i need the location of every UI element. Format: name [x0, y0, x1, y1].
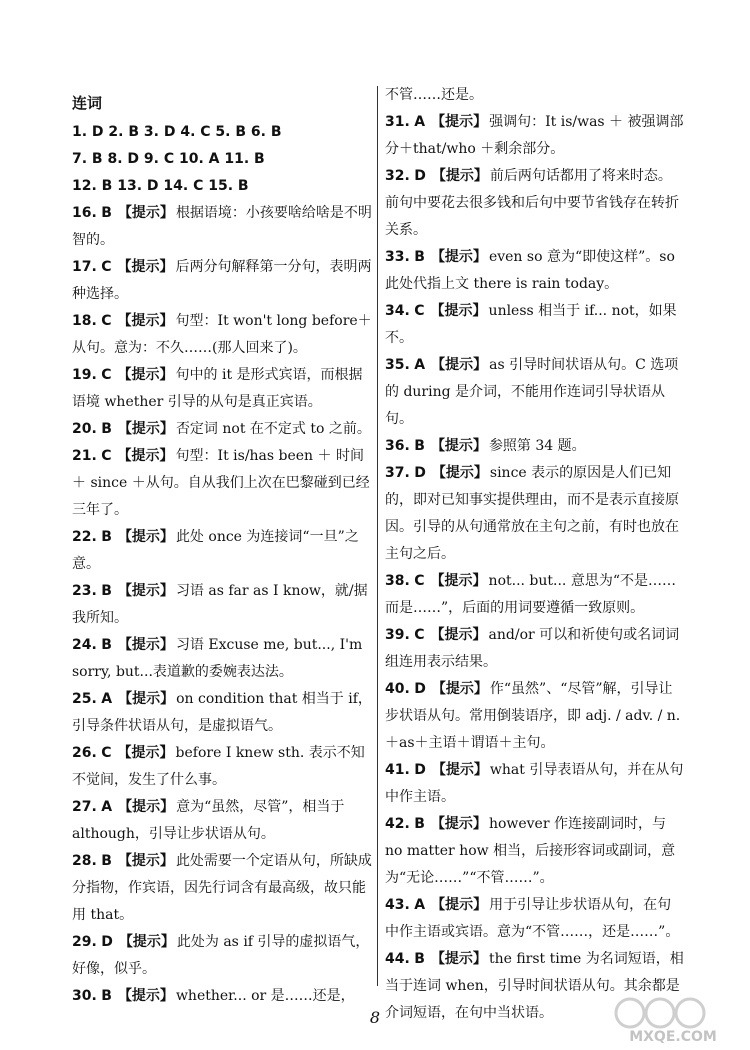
answer-letter: B	[414, 249, 425, 265]
answer-explanation: 否定词 not 在不定式 to 之前。	[175, 421, 371, 437]
hint-tag: 【提示】	[430, 438, 487, 454]
right-column	[385, 82, 685, 1027]
answer-letter: C	[101, 745, 112, 761]
hint-tag: 【提示】	[117, 448, 174, 464]
hint-tag: 【提示】	[431, 762, 488, 778]
answer-explanation: 习语 as far as I know，就/据我所知。	[72, 583, 368, 626]
hint-tag: 【提示】	[431, 168, 488, 184]
answer-entry	[72, 254, 372, 308]
answer-entry	[385, 811, 685, 892]
answer-letter: D	[414, 465, 426, 481]
answer-number: 16.	[72, 205, 97, 221]
hint-tag: 【提示】	[117, 637, 174, 653]
answer-explanation: 此处 once 为连接词“一旦”之意。	[72, 529, 359, 572]
answer-entry	[385, 163, 685, 244]
answer-number: 34.	[385, 303, 410, 319]
answer-number: 22.	[72, 529, 97, 545]
answer-explanation: 后两分句解释第一分句，表明两种选择。	[72, 259, 372, 302]
answer-number: 21.	[72, 448, 97, 464]
answer-number: 43.	[385, 897, 410, 913]
column-divider	[377, 86, 378, 986]
answer-entry	[385, 892, 685, 946]
hint-tag: 【提示】	[430, 627, 487, 643]
answer-explanation: the first time 为名词短语，相当于连词 when，引导时间状语从句。其余都是介词短语，在句中当状语。	[385, 951, 684, 1021]
hint-tag: 【提示】	[430, 951, 487, 967]
left-entry-list	[72, 200, 372, 1010]
answer-number: 30.	[72, 988, 97, 1004]
answer-number: 31.	[385, 114, 410, 130]
hint-tag: 【提示】	[430, 303, 487, 319]
answer-entry	[385, 244, 685, 298]
answer-explanation: 句型：It won't long before＋从句。意为：不久……(那人回来了)。	[72, 313, 372, 356]
answer-letter: A	[414, 114, 426, 130]
answer-letter: A	[414, 897, 426, 913]
hint-tag: 【提示】	[431, 897, 488, 913]
answer-letter: D	[101, 934, 113, 950]
answer-entry	[72, 794, 372, 848]
answer-entry	[72, 524, 372, 578]
answer-number: 17.	[72, 259, 97, 275]
answer-number: 28.	[72, 853, 97, 869]
page-number: 8	[369, 1008, 381, 1027]
answer-entry	[72, 416, 372, 443]
answer-letter: C	[414, 627, 425, 643]
answer-letter: D	[414, 762, 426, 778]
answer-letter: B	[101, 853, 112, 869]
answer-explanation: 句中的 it 是形式宾语，而根据语境 whether 引导的从句是真正宾语。	[72, 367, 363, 410]
answer-letter: C	[101, 367, 112, 383]
hint-tag: 【提示】	[431, 465, 488, 481]
hint-tag: 【提示】	[430, 249, 487, 265]
answer-letter: C	[414, 303, 425, 319]
answer-number: 18.	[72, 313, 97, 329]
answer-entry	[385, 460, 685, 568]
answer-entry	[385, 757, 685, 811]
hint-tag: 【提示】	[117, 529, 174, 545]
answer-explanation: 参照第 34 题。	[488, 438, 586, 454]
answer-entry	[72, 578, 372, 632]
answer-letter: C	[414, 573, 425, 589]
answer-number: 25.	[72, 691, 97, 707]
answer-explanation: 句型：It is/has been ＋ 时间 ＋ since ＋从句。自从我们上次在巴黎碰到已经三年了。	[72, 448, 370, 518]
answer-letter: D	[414, 168, 426, 184]
answer-number: 40.	[385, 681, 410, 697]
answer-number: 39.	[385, 627, 410, 643]
answer-letter: B	[414, 816, 425, 832]
answer-explanation: 意为“虽然，尽管”，相当于 although，引导让步状语从句。	[72, 799, 345, 842]
hint-tag: 【提示】	[430, 816, 487, 832]
answer-number: 38.	[385, 573, 410, 589]
answer-letter: B	[101, 421, 112, 437]
answer-number: 33.	[385, 249, 410, 265]
answer-entry	[72, 308, 372, 362]
answer-letter: D	[414, 681, 426, 697]
hint-tag: 【提示】	[431, 681, 488, 697]
answer-number: 36.	[385, 438, 410, 454]
quick-answers-row: 12. B 13. D 14. C 15. B	[72, 178, 249, 194]
answer-number: 20.	[72, 421, 97, 437]
answer-number: 44.	[385, 951, 410, 967]
answer-letter: A	[414, 357, 426, 373]
answer-number: 35.	[385, 357, 410, 373]
answer-entry	[72, 983, 372, 1010]
answer-explanation: on condition that 相当于 if，引导条件状语从句，是虚拟语气。	[72, 691, 372, 734]
answer-explanation: since 表示的原因是人们已知的，即对已知事实提供理由，而不是表示直接原因。引导的从句通常放在主句之前，有时也放在主句之后。	[385, 465, 679, 562]
answer-number: 19.	[72, 367, 97, 383]
hint-tag: 【提示】	[118, 691, 175, 707]
answer-entry	[72, 686, 372, 740]
hint-tag: 【提示】	[117, 853, 174, 869]
answer-explanation: before I knew sth. 表示不知不觉间，发生了什么事。	[72, 745, 365, 788]
answer-number: 41.	[385, 762, 410, 778]
right-entry-list	[385, 109, 685, 1027]
answer-letter: B	[414, 438, 425, 454]
answer-explanation: 作“虽然”、“尽管”解，引导让步状语从句。常用倒装语序，即 adj. / adv. / n. ＋as＋主语＋谓语＋主句。	[385, 681, 681, 751]
hint-tag: 【提示】	[117, 583, 174, 599]
hint-tag: 【提示】	[431, 114, 488, 130]
answer-entry	[385, 298, 685, 352]
watermark-text: MXQE.COM	[629, 1029, 717, 1045]
section-title: 连词	[72, 94, 103, 112]
hint-tag: 【提示】	[118, 799, 175, 815]
answer-explanation: whether... or 是……还是，	[175, 988, 355, 1004]
answer-entry	[385, 622, 685, 676]
answer-number: 42.	[385, 816, 410, 832]
answer-number: 27.	[72, 799, 97, 815]
answer-letter: B	[101, 637, 112, 653]
hint-tag: 【提示】	[118, 934, 175, 950]
answer-letter: A	[101, 799, 113, 815]
answer-number: 23.	[72, 583, 97, 599]
answer-letter: C	[101, 448, 112, 464]
answer-explanation: 用于引导让步状语从句，在句中作主语或宾语。意为“不管……，还是……”。	[385, 897, 680, 940]
continued-text: 不管……还是。	[385, 87, 483, 103]
answer-explanation: 强调句：It is/was ＋ 被强调部分＋that/who ＋剩余部分。	[385, 114, 684, 157]
hint-tag: 【提示】	[117, 205, 174, 221]
answer-letter: B	[101, 205, 112, 221]
answer-entry	[385, 352, 685, 433]
hint-tag: 【提示】	[117, 259, 174, 275]
answer-entry	[72, 740, 372, 794]
answer-explanation: however 作连接副词时，与 no matter how 相当，后接形容词或副词，意为“无论……”“不管……”。	[385, 816, 676, 886]
answer-letter: C	[101, 313, 112, 329]
answer-explanation: and/or 可以和祈使句或名词词组连用表示结果。	[385, 627, 680, 670]
quick-answers-row: 1. D 2. B 3. D 4. C 5. B 6. B	[72, 124, 282, 140]
left-column	[72, 86, 372, 1010]
hint-tag: 【提示】	[117, 988, 174, 1004]
answer-letter: B	[101, 988, 112, 1004]
answer-letter: B	[101, 529, 112, 545]
answer-entry	[385, 676, 685, 757]
hint-tag: 【提示】	[431, 357, 488, 373]
answer-explanation: unless 相当于 if... not，如果不。	[385, 303, 677, 346]
answer-explanation: 习语 Excuse me, but..., I'm sorry, but...表道歉的委婉表达法。	[72, 637, 363, 680]
answer-explanation: what 引导表语从句，并在从句中作主语。	[385, 762, 684, 805]
answer-explanation: as 引导时间状语从句。C 选项的 during 是介词，不能用作连词引导状语从句。	[385, 357, 679, 427]
answer-explanation: 根据语境：小孩要啥给啥是不明智的。	[72, 205, 372, 248]
hint-tag: 【提示】	[117, 313, 174, 329]
answer-explanation: 此处为 as if 引导的虚拟语气，好像，似乎。	[72, 934, 370, 977]
answer-entry	[385, 568, 685, 622]
answer-entry	[385, 109, 685, 163]
answer-number: 26.	[72, 745, 97, 761]
answer-letter: C	[101, 259, 112, 275]
answer-explanation: not... but... 意思为“不是……而是……”，后面的用词要遵循一致原则。	[385, 573, 676, 616]
answer-number: 29.	[72, 934, 97, 950]
answer-entry	[72, 362, 372, 416]
answer-explanation: 此处需要一个定语从句，所缺成分指物，作宾语，因先行词含有最高级，故只能用 that。	[72, 853, 372, 923]
answer-letter: B	[414, 951, 425, 967]
hint-tag: 【提示】	[430, 573, 487, 589]
answer-entry	[72, 443, 372, 524]
answer-number: 37.	[385, 465, 410, 481]
answer-entry	[72, 929, 372, 983]
answer-number: 24.	[72, 637, 97, 653]
answer-explanation: even so 意为“即使这样”。so 此处代指上文 there is rain today。	[385, 249, 675, 292]
hint-tag: 【提示】	[117, 421, 174, 437]
watermark-logo	[608, 995, 738, 1045]
hint-tag: 【提示】	[117, 745, 174, 761]
hint-tag: 【提示】	[117, 367, 174, 383]
answer-explanation: 前后两句话都用了将来时态。前句中要花去很多钱和后句中要节省钱存在转折关系。	[385, 168, 679, 238]
answer-entry	[385, 433, 685, 460]
answer-number: 32.	[385, 168, 410, 184]
answer-entry	[72, 200, 372, 254]
quick-answers-row: 7. B 8. D 9. C 10. A 11. B	[72, 151, 265, 167]
answer-letter: B	[101, 583, 112, 599]
answer-entry	[72, 848, 372, 929]
answer-letter: A	[101, 691, 113, 707]
answer-entry	[72, 632, 372, 686]
